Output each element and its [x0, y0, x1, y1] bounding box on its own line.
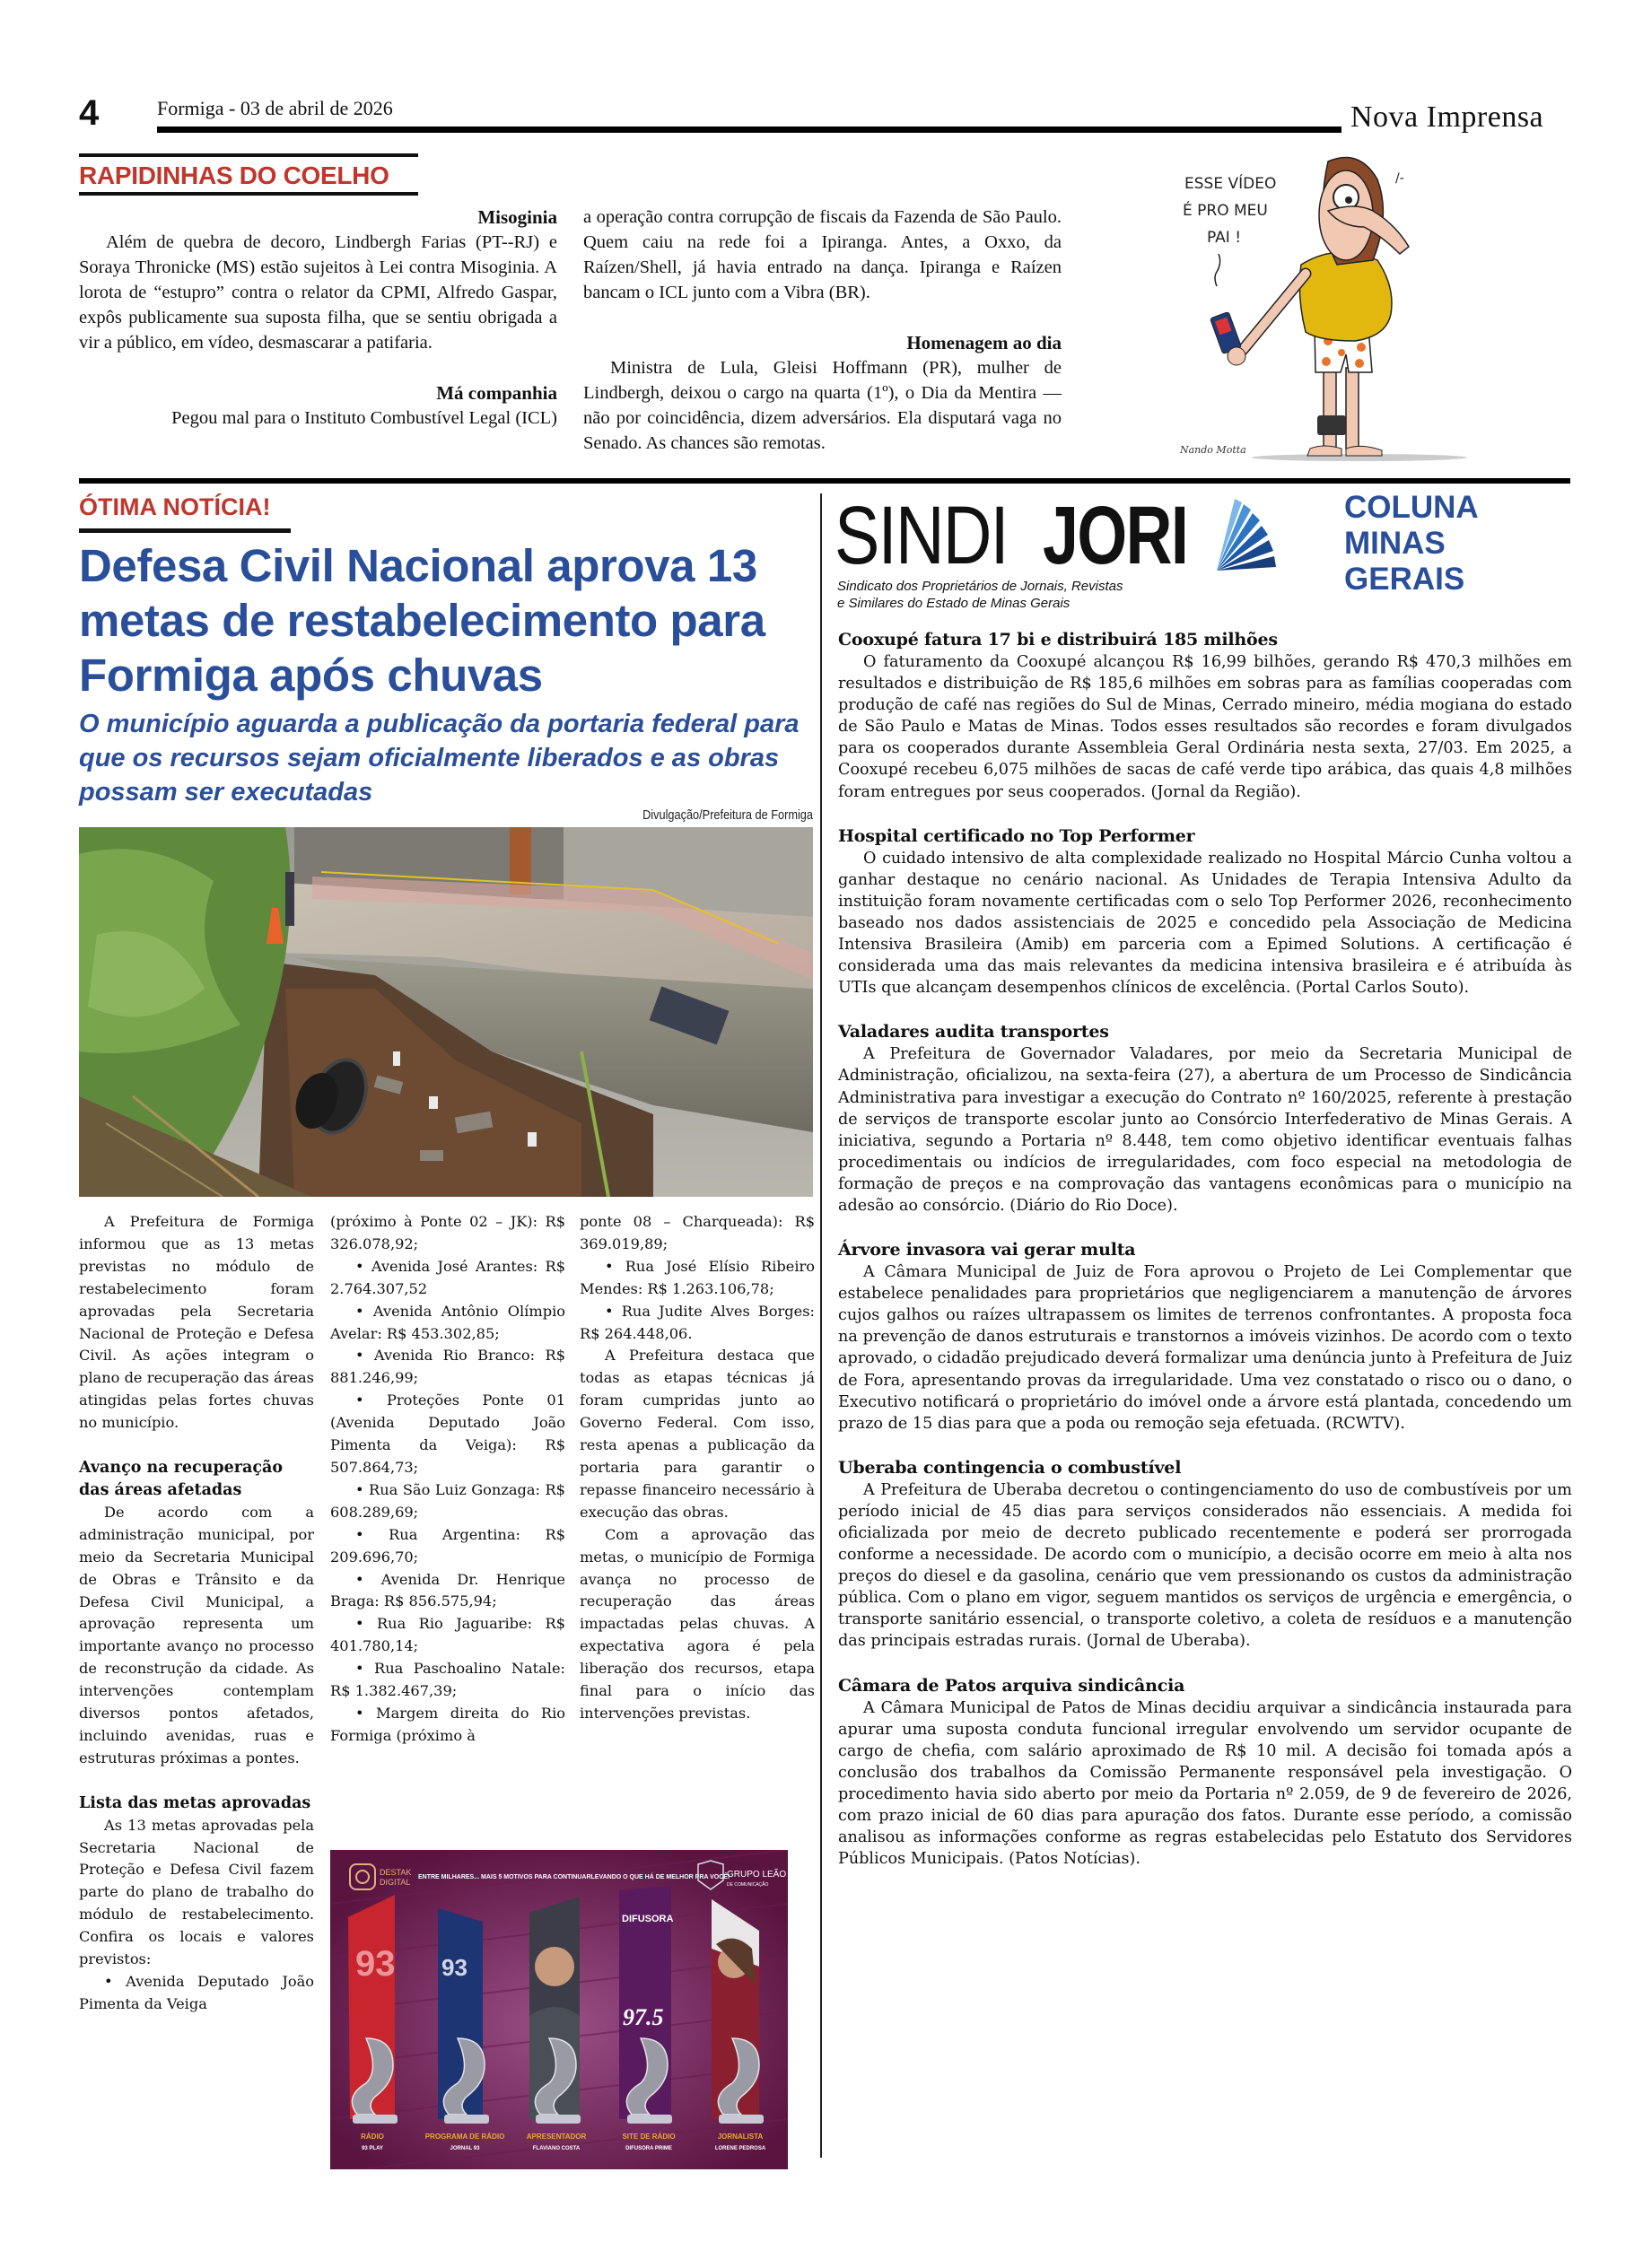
page-number: 4	[79, 93, 100, 133]
svg-text:93: 93	[441, 1954, 468, 1981]
goal-item: • Rua Argentina: R$ 209.696,70;	[330, 1525, 565, 1566]
date-line: Formiga - 03 de abril de 2026	[157, 97, 393, 119]
goal-item: • Rua Rio Jaguaribe: R$ 401.780,14;	[330, 1615, 565, 1655]
svg-text:GRUPO LEÃO: GRUPO LEÃO	[727, 1870, 787, 1880]
speech-line-2: É PRO MEU	[1183, 202, 1268, 220]
svg-text:DIFUSORA: DIFUSORA	[622, 1914, 674, 1924]
article-paragraph: Com a aprovação das metas, o município de Formiga avança no processo de recuperação das áreas impactadas pelas chuvas. A expectativa agora é pela liberação dos recursos, etapa final para o início das intervenções previstas.	[580, 1525, 815, 1722]
story-text: O faturamento da Cooxupé alcançou R$ 16,99 bilhões, gerando R$ 470,3 milhões em resultados e distribuição de R$ 185,6 milhões em sobras para as famílias cooperadas com produção de café nas regiões do Sul de Minas, Cerrado mineiro, média mogiana do estado de São Paulo e Matas de Minas. Todos esses resultados são recordes e foram divulgados para os cooperados durante Assembleia Geral Ordinária nesta sexta, 27/03. Em 2025, a Cooxupé recebeu 6,075 milhões de sacas de café verde tipo arábica, das quais 4,8 milhões foram entregues por seus cooperados. (Jornal da Região).	[838, 653, 1572, 801]
article-kicker: ÓTIMA NOTÍCIA!	[79, 493, 271, 520]
award-category: SITE DE RÁDIO	[622, 2133, 676, 2141]
article-headline: Defesa Civil Nacional aprova 13 metas de restabelecimento para Formiga após chuvas	[79, 540, 765, 701]
goal-item: • Rua José Elísio Ribeiro Mendes: R$ 1.263.106,78;	[580, 1257, 815, 1297]
award-winner: DIFUSORA PRIME	[625, 2146, 672, 2151]
item-text: Além de quebra de decoro, Lindbergh Farias (PT--RJ) e Soraya Thronicke (MS) estão sujeitos à Lei contra Misoginia. A lorota de “estupro” contra o relator da CPMI, Alfredo Gaspar, expôs publicamente sua suposta filha, que se sentiu obrigada a vir a público, em vídeo, desmascarar a patifaria.	[79, 232, 557, 353]
svg-text:97.5: 97.5	[623, 2004, 664, 2030]
article-subtitle: Avanço na recuperação das áreas afetadas	[79, 1459, 284, 1499]
sindijori-logo	[835, 492, 1280, 612]
kicker-rule	[79, 528, 291, 533]
photo-image	[79, 827, 813, 1197]
logo-subtitle-1: Sindicato dos Proprietários de Jornais, Revistas	[837, 579, 1123, 594]
story-text: A Prefeitura de Uberaba decretou o contingenciamento do uso de combustíveis por um período inicial de 45 dias para serviços considerados não essenciais. A medida foi oficializada por meio de decreto publicado recentemente e poderá ser prorrogada conforme a necessidade. De acordo com o município, a decisão ocorre em meio à alta nos preços do diesel e da gasolina, cenário que vem pressionando os custos da administração pública. Com o plano em vigor, seguem mantidos os serviços de urgência e emergência, o transporte sanitário essencial, o transporte coletivo, a coleta de resíduos e a manutenção das principais estradas rurais. (Jornal de Uberaba).	[838, 1480, 1572, 1651]
article-subhead: O município aguarda a publicação da portaria federal para que os recursos sejam oficialmente liberados e as obras possam ser executadas	[79, 710, 800, 807]
goal-item-continued: (próximo à Ponte 02 – JK): R$ 326.078,92;	[330, 1213, 565, 1252]
item-text: Pegou mal para o Instituto Combustível Legal (ICL)	[171, 408, 557, 428]
article-paragraph: De acordo com a administração municipal, por meio da Secretaria Municipal de Obras e Trânsito e da Defesa Civil Municipal, a aprovação representa um importante avanço no processo de reconstrução da cidade. As intervenções contemplam diversos pontos afetados, incluindo avenidas, ruas e estruturas próximas a pontes.	[79, 1503, 314, 1766]
story-title: Valadares audita transportes	[838, 1022, 1109, 1042]
column-title-line: GERAIS	[1344, 562, 1465, 597]
speech-line-3: PAI !	[1207, 229, 1242, 247]
svg-text:DE COMUNICAÇÃO: DE COMUNICAÇÃO	[727, 1882, 769, 1888]
article-column-1	[79, 1211, 314, 2016]
award-winner: FLAVIANO COSTA	[532, 2146, 581, 2151]
story-title: Cooxupé fatura 17 bi e distribuirá 185 milhões	[838, 630, 1278, 650]
column-title	[1344, 490, 1479, 598]
cartoon-illustration	[1167, 148, 1490, 480]
item-title: Homenagem ao dia	[906, 332, 1062, 353]
item-title: Má companhia	[436, 382, 557, 404]
item-text: Ministra de Lula, Gleisi Hoffmann (PR), mulher de Lindbergh, deixou o cargo na quarta (1º), o Dia da Mentira — não por coincidência, dizem adversários. Ela disputará vaga no Senado. As chances são remotas.	[583, 358, 1062, 453]
award-winner: JORNAL 93	[450, 2146, 480, 2151]
goal-item: • Proteções Ponte 01 (Avenida Deputado João Pimenta da Veiga): R$ 507.864,73;	[330, 1391, 565, 1476]
goal-item: • Margem direita do Rio Formiga (próximo à	[330, 1704, 565, 1744]
logo-subtitle-2: e Similares do Estado de Minas Gerais	[837, 596, 1071, 611]
story-title: Uberaba contingencia o combustível	[838, 1457, 1182, 1478]
story-title: Hospital certificado no Top Performer	[838, 825, 1195, 846]
article-intro: A Prefeitura de Formiga informou que as 13 metas previstas no módulo de restabelecimento foram aprovadas pela Secretaria Nacional de Proteção e Defesa Civil. As ações integram o plano de recuperação das áreas atingidas pelas fortes chuvas no município.	[79, 1213, 314, 1432]
goal-item: • Avenida Rio Branco: R$ 881.246,99;	[330, 1347, 565, 1387]
story-text: A Prefeitura de Governador Valadares, por meio da Secretaria Municipal de Administração, oficializou, na sexta-feira (27), a abertura de um Processo de Sindicância Administrativa para investigar a execução do Contrato nº 160/2025, referente à prestação de serviços de transporte escolar junto ao Consórcio Interfederativo de Minas Gerais. A iniciativa, segundo a Portaria nº 8.448, tem como objetivo identificar eventuais falhas procedimentais ou indícios de irregularidades, com foco especial na metodologia de formação de preços e na comprovação das vantagens econômicas para o município na adesão ao consórcio. (Diário do Rio Doce).	[838, 1045, 1572, 1215]
article-column-3	[580, 1211, 815, 1725]
logo-text-light: SINDI	[835, 490, 1009, 581]
article-subtitle: Lista das metas aprovadas	[79, 1793, 311, 1812]
goal-item: • Avenida Deputado João Pimenta da Veiga	[79, 1973, 314, 2012]
rapidinhas-column-2	[583, 205, 1062, 456]
story-title: Árvore invasora vai gerar multa	[838, 1240, 1136, 1260]
main-section-rule	[79, 478, 1570, 484]
column-title-line: COLUNA	[1344, 490, 1479, 525]
article-paragraph: A Prefeitura destaca que todas as etapas técnicas já foram cumpridas junto ao Governo Federal. Com isso, resta apenas a publicação da portaria para garantir o repasse financeiro necessário à execução das obras.	[580, 1347, 815, 1521]
header-rule	[157, 126, 1341, 133]
goal-item: • Avenida Dr. Henrique Braga: R$ 856.575,94;	[330, 1570, 565, 1610]
column-title-line: MINAS	[1344, 526, 1446, 561]
article-column-2	[330, 1211, 565, 1748]
section-title-rapidinhas: RAPIDINHAS DO COELHO	[79, 161, 389, 189]
svg-text:/-: /-	[1395, 171, 1404, 186]
goal-item: • Rua São Luiz Gonzaga: R$ 608.289,69;	[330, 1480, 565, 1521]
fan-rays-icon	[1217, 499, 1280, 571]
story-text: O cuidado intensivo de alta complexidade realizado no Hospital Márcio Cunha voltou a ganhar destaque no cenário nacional. As Unidades de Terapia Intensiva Adulto da instituição foram novamente certificadas com o selo Top Performer 2026, reconhecimento baseado nos dados assistenciais de 2025 e concedido pela Associação de Medicina Intensiva Brasileira (Amib) em parceria com a Epimed Solutions. A certificação é considerada uma das mais relevantes da medicina intensiva brasileira e é atribuída às UTIs que alcançam desempenhos clínicos de excelência. (Portal Carlos Souto).	[838, 849, 1572, 998]
editorial-cartoon	[1167, 148, 1490, 480]
article-paragraph: As 13 metas aprovadas pela Secretaria Nacional de Proteção e Defesa Civil fazem parte do plano de trabalho do módulo de restabelecimento. Confira os locais e valores previstos:	[79, 1816, 314, 1968]
story-title: Câmara de Patos arquiva sindicância	[838, 1675, 1185, 1696]
goal-item: • Rua Paschoalino Natale: R$ 1.382.467,39;	[330, 1660, 565, 1700]
speech-line-1: ESSE VÍDEO	[1184, 175, 1277, 193]
goal-item: • Avenida Antônio Olímpio Avelar: R$ 453.302,85;	[330, 1302, 565, 1342]
svg-text:DIGITAL: DIGITAL	[380, 1878, 411, 1887]
item-title: Misoginia	[477, 206, 557, 228]
photo-credit: Divulgação/Prefeitura de Formiga	[642, 807, 813, 823]
cartoonist-signature: Nando Motta	[1180, 444, 1246, 456]
story-text: A Câmara Municipal de Patos de Minas decidiu arquivar a sindicância instaurada para apurar uma suposta conduta funcional irregular envolvendo um servidor ocupante de cargo de chefia, com salário aproximado de R$ 10 mil. A decisão foi tomada após a conclusão dos trabalhos da Comissão Permanente responsável pela investigação. O procedimento havia sido aberto por meio da Portaria nº 2.059, de 9 de fevereiro de 2026, com prazo inicial de 60 dias para apuração dos fatos. Durante esse período, a comissão analisou as informações conforme as regras estabelecidas pelo Estatuto dos Servidores Públicos Municipais. (Patos Notícias).	[838, 1698, 1572, 1869]
advertisement-destak-digital[interactable]	[330, 1850, 788, 2169]
minas-gerais-column	[838, 628, 1572, 1870]
svg-text:DESTAK: DESTAK	[380, 1868, 412, 1877]
award-category: PROGRAMA DE RÁDIO	[424, 2133, 505, 2141]
award-category: RÁDIO	[361, 2133, 384, 2141]
goal-item: • Rua Judite Alves Borges: R$ 264.448,06.	[580, 1302, 815, 1342]
award-winner: LORENE PEDROSA	[714, 2146, 766, 2151]
logo-text-bold: JORI	[1043, 490, 1188, 581]
article-photo-erosion	[79, 827, 813, 1197]
section-rule-bottom	[79, 192, 418, 196]
item-text-continued: a operação contra corrupção de fiscais da Fazenda de São Paulo. Quem caiu na rede foi a Ipiranga. Antes, a Oxxo, da Raízen/Shell, já havia entrado na dança. Ipiranga e Raízen bancam o ICL junto com a Vibra (BR).	[583, 207, 1062, 302]
rapidinhas-column-1	[79, 205, 557, 431]
svg-text:93: 93	[355, 1944, 396, 1984]
ad-tagline: ENTRE MILHARES... MAIS 5 MOTIVOS PARA CONTINUARLEVANDO O QUE HÁ DE MELHOR PRA VOCÊ!	[418, 1874, 730, 1880]
goal-item: • Avenida José Arantes: R$ 2.764.307,52	[330, 1257, 565, 1297]
masthead: Nova Imprensa	[1350, 100, 1544, 134]
section-rule-top	[79, 153, 418, 157]
ad-graphic	[330, 1850, 788, 2169]
award-category: JORNALISTA	[717, 2133, 764, 2141]
story-text: A Câmara Municipal de Juiz de Fora aprovou o Projeto de Lei Complementar que estabelece penalidades para proprietários que negligenciarem a manutenção de árvores cujos galhos ou raízes ultrapassem os limites de terrenos confrontantes. A proposta foca na prevenção de danos estruturais e transtornos a imóveis vizinhos. De acordo com o texto aprovado, o cidadão prejudicado deverá formalizar uma denúncia junto à Prefeitura de Juiz de Fora, apresentando provas da irregularidade. Uma vez constatado o risco ou o dano, o Executivo notificará o proprietário do imóvel onde a árvore está plantada, concedendo um prazo de 15 dias para que a poda ou remoção seja efetuada. (RCWTV).	[838, 1263, 1572, 1433]
goal-item-continued: ponte 08 – Charqueada): R$ 369.019,89;	[580, 1213, 815, 1252]
award-category: APRESENTADOR	[526, 2133, 587, 2141]
award-winner: 93 PLAY	[362, 2146, 383, 2151]
